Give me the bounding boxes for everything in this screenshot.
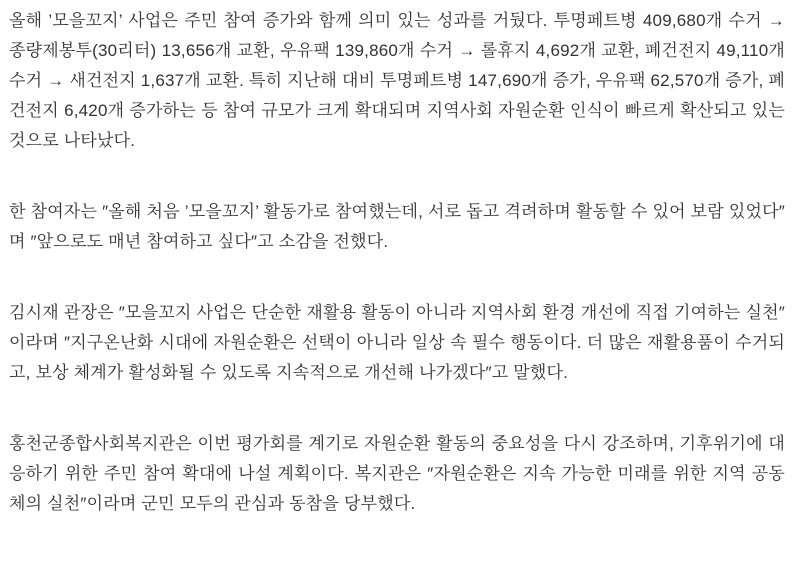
article-paragraph-results: 올해 ’모을꼬지’ 사업은 주민 참여 증가와 함께 의미 있는 성과를 거뒀다. 투명페트병 409,680개 수거 → 종량제봉투(30리터) 13,656개 교환, 우유팩 139,860개 수거 → 롤휴지 4,692개 교환, 폐건전지 49,110개 수거 → 새건전지 1,637개 교환. 특히 지난해 대비 투명페트병 147,690개 증가, 우유팩 62,570개 증가, 폐건전지 6,420개 증가하는 등 참여 규모가 크게 확대되며 지역사회 자원순환 인식이 빠르게 확산되고 있는 것으로 나타났다. (9, 11, 785, 150)
article-paragraph-welfare-center-plan: 홍천군종합사회복지관은 이번 평가회를 계기로 자원순환 활동의 중요성을 다시 강조하며, 기후위기에 대응하기 위한 주민 참여 확대에 나설 계획이다. 복지관은 ″자원순환은 지속 가능한 미래를 위한 지역 공동체의 실천″이라며 군민 모두의 관심과 동참을 당부했다. (9, 434, 785, 513)
article-paragraph-director-quote: 김시재 관장은 ″모을꼬지 사업은 단순한 재활용 활동이 아니라 지역사회 환경 개선에 직접 기여하는 실천″이라며 ″지구온난화 시대에 자원순환은 선택이 아니라 일상 속 필수 행동이다. 더 많은 재활용품이 수거되고, 보상 체계가 활성화될 수 있도록 지속적으로 개선해 나가겠다″고 말했다. (9, 303, 785, 382)
article-paragraph-participant-quote: 한 참여자는 ″올해 처음 ’모을꼬지’ 활동가로 참여했는데, 서로 돕고 격려하며 활동할 수 있어 보람 있었다″며 ″앞으로도 매년 참여하고 싶다″고 소감을 전했다. (9, 202, 785, 251)
